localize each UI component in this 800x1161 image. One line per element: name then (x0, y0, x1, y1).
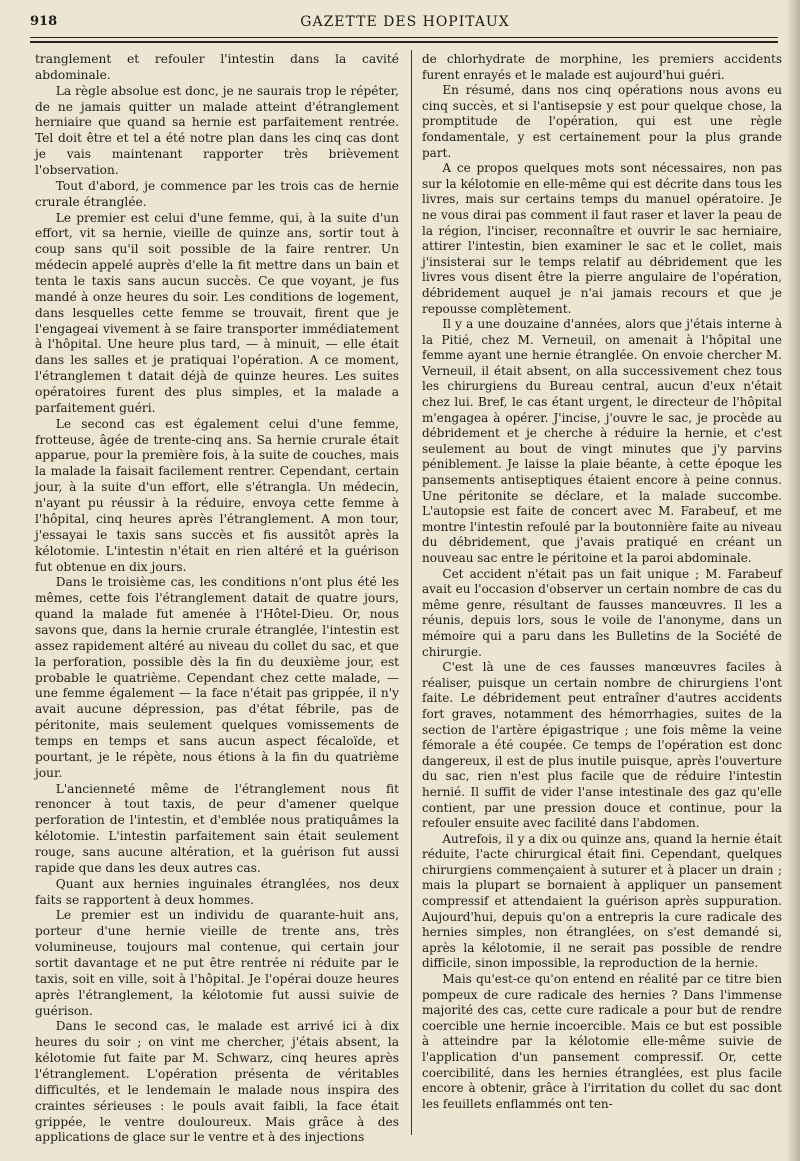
paragraph: Il y a une douzaine d'années, alors que j'étais interne à la Pitié, chez M. Verneuil, on amenait à l'hôpital une femme ayant une hernie étranglée. On envoie chercher M. Verneuil, il était absent, on alla successivement chez tous les chirurgiens du Bureau central, aucun d'eux n'était chez lui. Bref, le cas étant urgent, le directeur de l'hôpital m'engagea à opérer. J'incise, j'ouvre le sac, je procède au débridement et je cherche à réduire la hernie, et c'est seulement au bout de vingt minutes que j'y parvins péniblement. Je laisse la plaie béante, à cette époque les pansements antiseptiques étaient encore à peine connus. Une péritonite se déclare, et la malade succombe. L'autopsie est faite de concert avec M. Farabeuf, et me montre l'intestin refoulé par la boutonnière faite au niveau du débridement, que j'avais pratiqué en créant un nouveau sac entre le péritoine et la paroi abdominale. (422, 317, 782, 565)
header-rule-thin (30, 37, 778, 38)
paragraph: Tout d'abord, je commence par les trois cas de hernie crurale étranglée. (35, 178, 399, 209)
paragraph: L'ancienneté même de l'étranglement nous fit renoncer à tout taxis, de peur d'amener quelque perforation de l'intestin, et d'emblée nous pratiquâmes la kélotomie. L'intestin parfaitement sain était seulement rouge, sans aucune altération, et la guérison fut aussi rapide que dans les deux autres cas. (35, 781, 399, 875)
paragraph: Cet accident n'était pas un fait unique ; M. Farabeuf avait eu l'occasion d'observer un certain nombre de cas du même genre, résultant de fausses manœuvres. Il les a réunis, depuis lors, sous le voile de l'anonyme, dans un mémoire qui a paru dans les Bulletins de la Société de chirurgie. (422, 566, 782, 659)
paragraph: Mais qu'est-ce qu'on entend en réalité par ce titre bien pompeux de cure radicale des hernies ? Dans l'immense majorité des cas, cette cure radicale a pour but de rendre coercible une hernie incoercible. Mais ce but est possible à atteindre par la kélotomie elle-même suivie de l'application d'un pansement compressif. Or, cette coercibilité, dans les hernies étranglées, est plus facile encore à obtenir, grâce à l'irritation du collet du sac dont les feuillets enflammés ont ten- (422, 972, 782, 1111)
paragraph: Le premier est celui d'une femme, qui, à la suite d'un effort, vit sa hernie, vieille de quinze ans, sortir tout à coup sans qu'il soit possible de la faire rentrer. Un médecin appelé auprès d'elle la fit mettre dans un bain et tenta le taxis sans aucun succès. Ce que voyant, je fus mandé à onze heures du soir. Les conditions de logement, dans lesquelles cette femme se trouvait, firent que je l'engageai vivement à se faire transporter immédiatement à l'hôpital. Une heure plus tard, — à minuit, — elle était dans les salles et je pratiquai l'opération. A ce moment, l'étranglemen t datait déjà de quinze heures. Les suites opératoires furent des plus simples, et la malade a parfaitement guéri. (35, 210, 399, 415)
page-header (30, 14, 780, 36)
paragraph: C'est là une de ces fausses manœuvres faciles à réaliser, puisque un certain nombre de chirurgiens l'ont faite. Le débridement peut entraîner d'autres accidents fort graves, notamment des hémorrhagies, suites de la section de l'artère épigastrique ; une fois même la veine fémorale a été coupée. Ce temps de l'opération est donc dangereux, il est de plus inutile puisque, après l'ouverture du sac, rien n'est plus facile que de réduire l'intestin hernié. Il suffit de vider l'anse intestinale des gaz qu'elle contient, par une pression douce et continue, pour la refouler ensuite avec facilité dans l'abdomen. (422, 660, 782, 831)
paragraph: Quant aux hernies inguinales étranglées, nos deux faits se rapportent à deux hommes. (35, 876, 399, 907)
page-edge-shadow (786, 0, 800, 1161)
paragraph: de chlorhydrate de morphine, les premiers accidents furent enrayés et le malade est aujourd'hui guéri. (422, 52, 782, 82)
left-column (35, 52, 399, 1146)
journal-title: GAZETTE DES HOPITAUX (300, 14, 510, 30)
paragraph: En résumé, dans nos cinq opérations nous avons eu cinq succès, et si l'antisepsie y est pour quelque chose, la promptitude de l'opération, qui est une règle fondamentale, y est certainement pour la plus grande part. (422, 83, 782, 160)
paragraph: La règle absolue est donc, je ne saurais trop le répéter, de ne jamais quitter un malade atteint d'étranglement herniaire que quand sa hernie est parfaitement rentrée. Tel doit être et tel a été notre plan dans les cinq cas dont je vais maintenant rapporter très brièvement l'observation. (35, 83, 399, 178)
paragraph: Le premier est un individu de quarante-huit ans, porteur d'une hernie vieille de trente ans, très volumineuse, toujours mal contenue, qui certain jour sortit davantage et ne put être rentrée ni réduite par le taxis, soit en ville, soit à l'hôpital. Je l'opérai douze heures après l'étranglement, la kélotomie fut aussi suivie de guérison. (35, 908, 399, 1018)
right-column (422, 52, 782, 1112)
header-rule-thick (30, 41, 778, 43)
column-divider (411, 50, 412, 1135)
paragraph: Le second cas est également celui d'une femme, frotteuse, âgée de trente-cinq ans. Sa hernie crurale était apparue, pour la première fois, à la suite de couches, mais la malade la faisait facilement rentrer. Cependant, certain jour, à la suite d'un effort, elle s'étrangla. Un médecin, n'ayant pu réussir à la réduire, envoya cette femme à l'hôpital, cinq heures après l'étranglement. A mon tour, j'essayai le taxis sans succès et fis aussitôt après la kélotomie. L'intestin n'était en rien altéré et la guérison fut obtenue en dix jours. (35, 416, 399, 574)
paragraph: A ce propos quelques mots sont nécessaires, non pas sur la kélotomie en elle-même qui est décrite dans tous les livres, mais sur certains temps du manuel opératoire. Je ne vous dirai pas comment il faut raser et laver la peau de la région, l'inciser, reconnaître et ouvrir le sac herniaire, attirer l'intestin, bien examiner le sac et le collet, mais j'insisterai sur le temps relatif au débridement que les livres vous disent être la pierre angulaire de l'opération, débridement auquel je n'ai jamais recours et que je repousse complètement. (422, 161, 782, 316)
paragraph: Dans le troisième cas, les conditions n'ont plus été les mêmes, cette fois l'étranglement datait de quatre jours, quand la malade fut amenée à l'Hôtel-Dieu. Or, nous savons que, dans la hernie crurale étranglée, l'intestin est assez rapidement altéré au niveau du collet du sac, et que la perforation, possible dès la fin du deuxième jour, est probable le quatrième. Cependant chez cette malade, — une femme également — la face n'était pas grippée, il n'y avait aucune dépression, pas d'état fébrile, pas de péritonite, mais seulement quelques vomissements de temps en temps et sans aucun aspect fécaloïde, et pourtant, je le répète, nous étions à la fin du quatrième jour. (35, 575, 399, 780)
paragraph: Dans le second cas, le malade est arrivé ici à dix heures du soir ; on vint me chercher, j'étais absent, la kélotomie fut faite par M. Schwarz, cinq heures après l'étranglement. L'opération présenta de véritables difficultés, et le lendemain le malade nous inspira des craintes sérieuses : le pouls avait faibli, la face était grippée, le ventre douloureux. Mais grâce à des applications de glace sur le ventre et à des injections (35, 1019, 399, 1145)
paragraph: tranglement et refouler l'intestin dans la cavité abdominale. (35, 52, 399, 82)
paragraph: Autrefois, il y a dix ou quinze ans, quand la hernie était réduite, l'acte chirurgical était fini. Cependant, quelques chirurgiens commençaient à suturer et à placer un drain ; mais la plupart se bornaient à appliquer un pansement compressif et attendaient la guérison après suppuration. Aujourd'hui, depuis qu'on a entrepris la cure radicale des hernies simples, non étranglées, on s'est demandé si, après la kélotomie, il ne serait pas possible de rendre difficile, sinon impossible, la reproduction de la hernie. (422, 831, 782, 971)
page-number: 918 (30, 14, 58, 29)
